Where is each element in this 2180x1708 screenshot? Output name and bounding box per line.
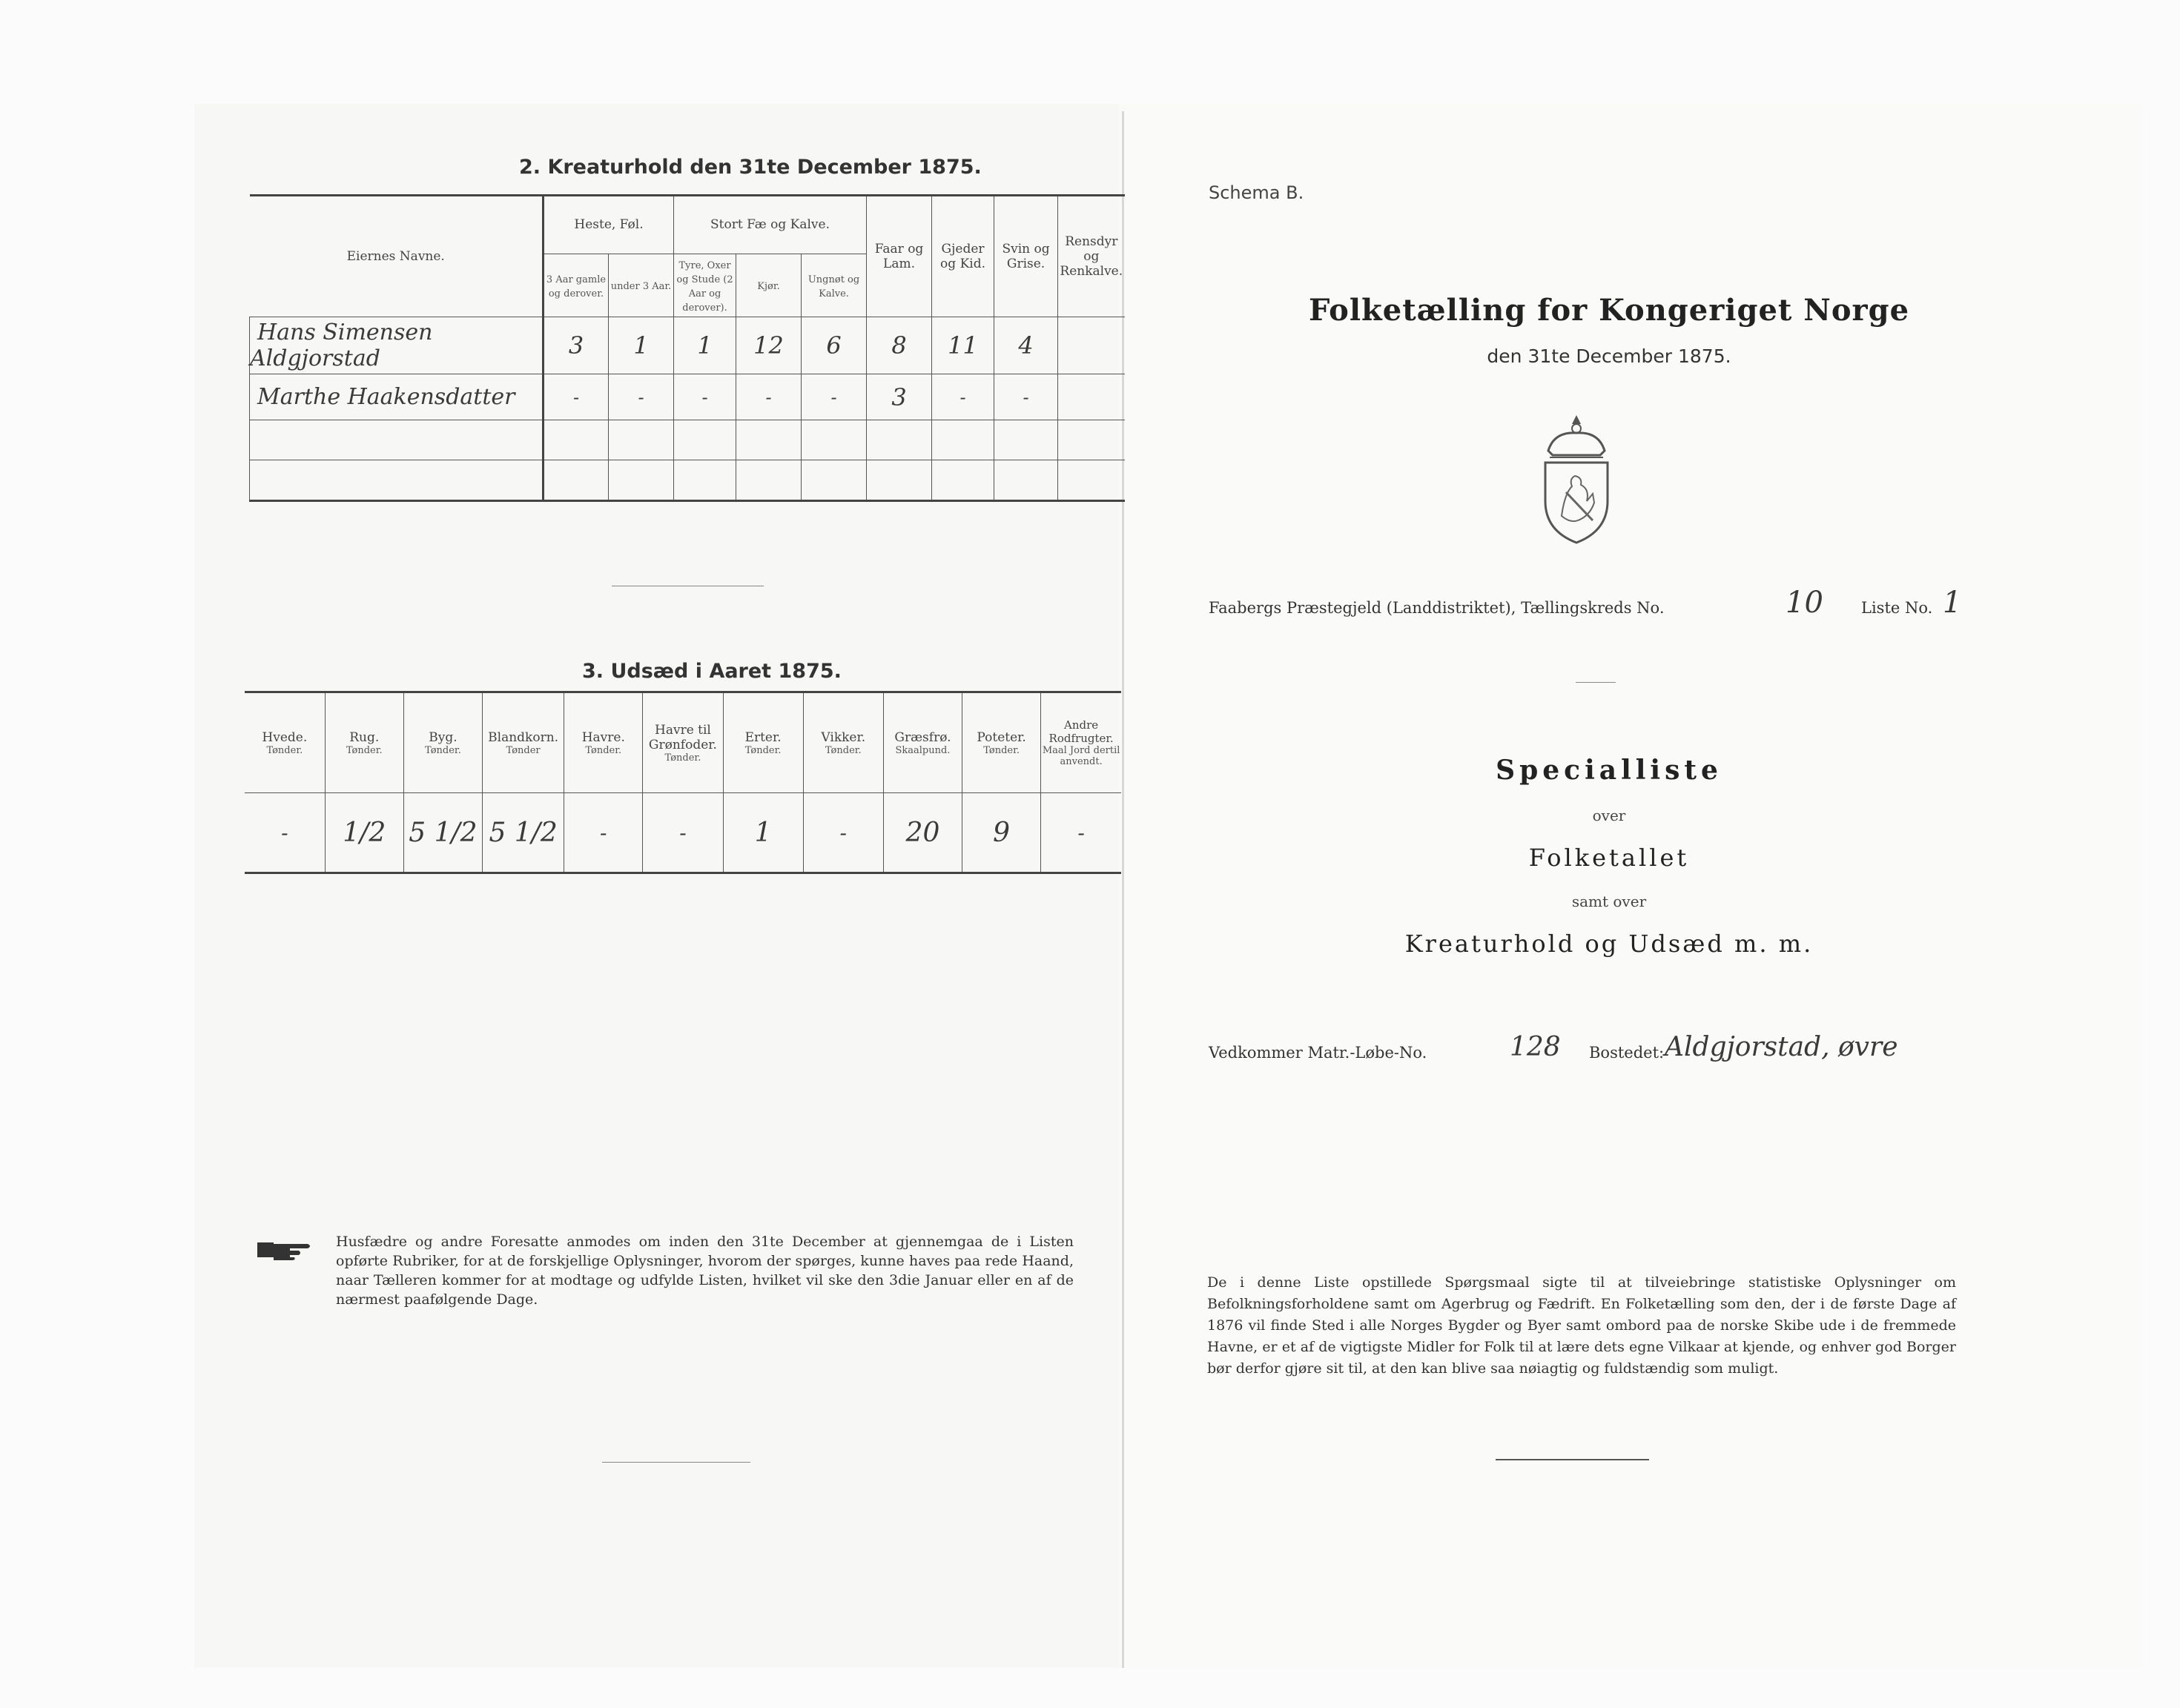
special-title: Specialliste [1496, 755, 1722, 786]
table-cell: - [1023, 386, 1029, 408]
pointing-hand-icon [256, 1237, 314, 1262]
table-row [245, 793, 1121, 873]
col-byg: Byg. [429, 729, 458, 745]
section2-heading: 2. Kreaturhold den 31te December 1875. [519, 156, 982, 179]
col-vikker: Vikker. [821, 729, 866, 745]
liste-label: Liste No. [1861, 599, 1933, 617]
table-cell: 1 [633, 331, 649, 360]
census-date: den 31te December 1875. [1487, 345, 1731, 367]
col-svin-header: Svin og Grise. [1002, 241, 1050, 271]
table-cell: - [281, 820, 288, 845]
col-heste1-header: 3 Aar gamle og derover. [546, 274, 607, 299]
table-cell: 4 [1018, 331, 1034, 360]
table-row [250, 420, 1125, 460]
col-poteter: Poteter. [977, 729, 1026, 745]
table-cell: - [765, 386, 772, 408]
unit-label: Tønder [506, 744, 541, 756]
owner-name: Marthe Haakensdatter [257, 384, 515, 411]
table-cell: 9 [993, 817, 1011, 848]
bosted-value: Aldgjorstad, øvre [1665, 1032, 1898, 1062]
coat-of-arms-icon [1532, 412, 1621, 546]
table-cell: - [638, 386, 644, 408]
table-cell: - [959, 386, 966, 408]
table-cell: 1 [697, 331, 713, 360]
section3-heading: 3. Udsæd i Aaret 1875. [582, 660, 842, 683]
col-andre-rodfrugter: Andre Rodfrugter. [1048, 718, 1114, 745]
table-cell: 11 [948, 331, 978, 360]
col-stort2-header: Kjør. [757, 281, 780, 293]
udsaed-table [245, 691, 1121, 874]
col-havre: Havre. [581, 729, 625, 745]
col-stort1-header: Tyre, Oxer og Stude (2 Aar og derover). [676, 259, 733, 314]
table-cell: 5 1/2 [489, 817, 558, 848]
table-row [250, 374, 1125, 420]
table-cell: - [679, 820, 687, 845]
col-faar-header: Faar og Lam. [874, 241, 924, 271]
col-owner-header: Eiernes Navne. [346, 248, 445, 264]
over-label: over [1592, 807, 1626, 824]
unit-label: Tønder. [266, 744, 303, 756]
bosted-label: Bostedet: [1589, 1044, 1665, 1062]
district-label: Faabergs Præstegjeld (Landdistriktet), Tællingskreds No. [1209, 599, 1665, 617]
table-cell: - [1077, 820, 1085, 845]
divider [602, 1462, 750, 1463]
info-paragraph: De i denne Liste opstillede Spørgsmaal sigte til at tilveiebringe statistiske Oplysninger om Befolkningsforholdene samt om Agerbrug og Fædrift. En Folketælling som den, der i de første Dage af 1876 vil finde Sted i alle Norges Bygder og Byer samt ombord paa de norske Skibe ude i de fremmede Havne, er et af de vigtigste Midler for Folk til at lære dets egne Vilkaar at kjende, og enhver god Borger bør derfor gjøre sit til, at den kan blive saa nøiagtig og fuldstændig som muligt. [1207, 1274, 1956, 1377]
unit-label: Tønder. [346, 744, 383, 756]
unit-label: Tønder. [744, 744, 782, 756]
table-cell: 3 [891, 383, 907, 411]
unit-label: Tønder. [825, 744, 862, 756]
matr-number: 128 [1510, 1032, 1561, 1062]
table-cell: - [600, 820, 607, 845]
schema-label: Schema B. [1209, 182, 1304, 203]
table-cell: 12 [753, 331, 784, 360]
col-havre-gronfoder: Havre til Grønfoder. [648, 722, 717, 752]
unit-label: Tønder. [983, 744, 1020, 756]
table-cell: - [572, 386, 580, 408]
table-cell: - [839, 820, 848, 845]
col-graesfro: Græsfrø. [894, 729, 951, 745]
table-cell: 1 [754, 817, 772, 848]
owner-name: Hans Simensen Aldgjorstad [250, 320, 433, 372]
table-cell: 20 [905, 817, 940, 848]
divider [1496, 1459, 1649, 1460]
table-row [250, 317, 1125, 374]
table-cell: 3 [568, 331, 584, 360]
divider [1576, 682, 1616, 683]
col-stort3-header: Ungnøt og Kalve. [807, 274, 860, 299]
table-cell: 5 1/2 [409, 817, 478, 848]
col-heste2-header: under 3 Aar. [610, 281, 672, 293]
livestock-table [249, 194, 1125, 502]
kreatur-title: Kreaturhold og Udsæd m. m. [1404, 930, 1814, 958]
group-heste-header: Heste, Føl. [574, 217, 644, 233]
table-cell: - [701, 386, 708, 408]
samt-over-label: samt over [1571, 893, 1647, 910]
district-number: 10 [1786, 586, 1823, 620]
unit-label: Tønder. [585, 744, 622, 756]
group-stort-header: Stort Fæ og Kalve. [710, 217, 830, 233]
right-page [1120, 104, 2143, 1668]
footnote-text: Husfædre og andre Foresatte anmodes om inden den 31te December at gjennemgaa de i Listen opførte Rubriker, for at de forskjellige Oplysninger, hvorom der spørges, kunne haves paa rede Haand, naar Tælleren kommer for at modtage og udfylde Listen, hvilket vil ske den 3die Januar eller en af de nærmest paafølgende Dage. [336, 1234, 1074, 1308]
unit-label: Tønder. [664, 752, 701, 764]
folketallet-title: Folketallet [1528, 844, 1690, 872]
col-rug: Rug. [349, 729, 380, 745]
matr-label: Vedkommer Matr.-Løbe-No. [1209, 1044, 1427, 1062]
col-hvede: Hvede. [262, 729, 308, 745]
table-cell: 6 [826, 331, 842, 360]
col-erter: Erter. [744, 729, 782, 745]
unit-label: Maal Jord dertil anvendt. [1042, 745, 1120, 767]
page-title: Folketælling for Kongeriget Norge [1308, 293, 1910, 328]
table-cell: - [830, 386, 837, 408]
unit-label: Skaalpund. [895, 744, 951, 756]
table-row [250, 460, 1125, 501]
table-cell: 1/2 [343, 817, 386, 848]
col-gjeder-header: Gjeder og Kid. [940, 241, 985, 271]
unit-label: Tønder. [425, 744, 461, 756]
col-rensdyr-header: Rensdyr og Renkalve. [1060, 234, 1123, 279]
table-cell: 8 [891, 331, 907, 360]
liste-number: 1 [1943, 586, 1962, 620]
col-blandkorn: Blandkorn. [488, 729, 559, 745]
